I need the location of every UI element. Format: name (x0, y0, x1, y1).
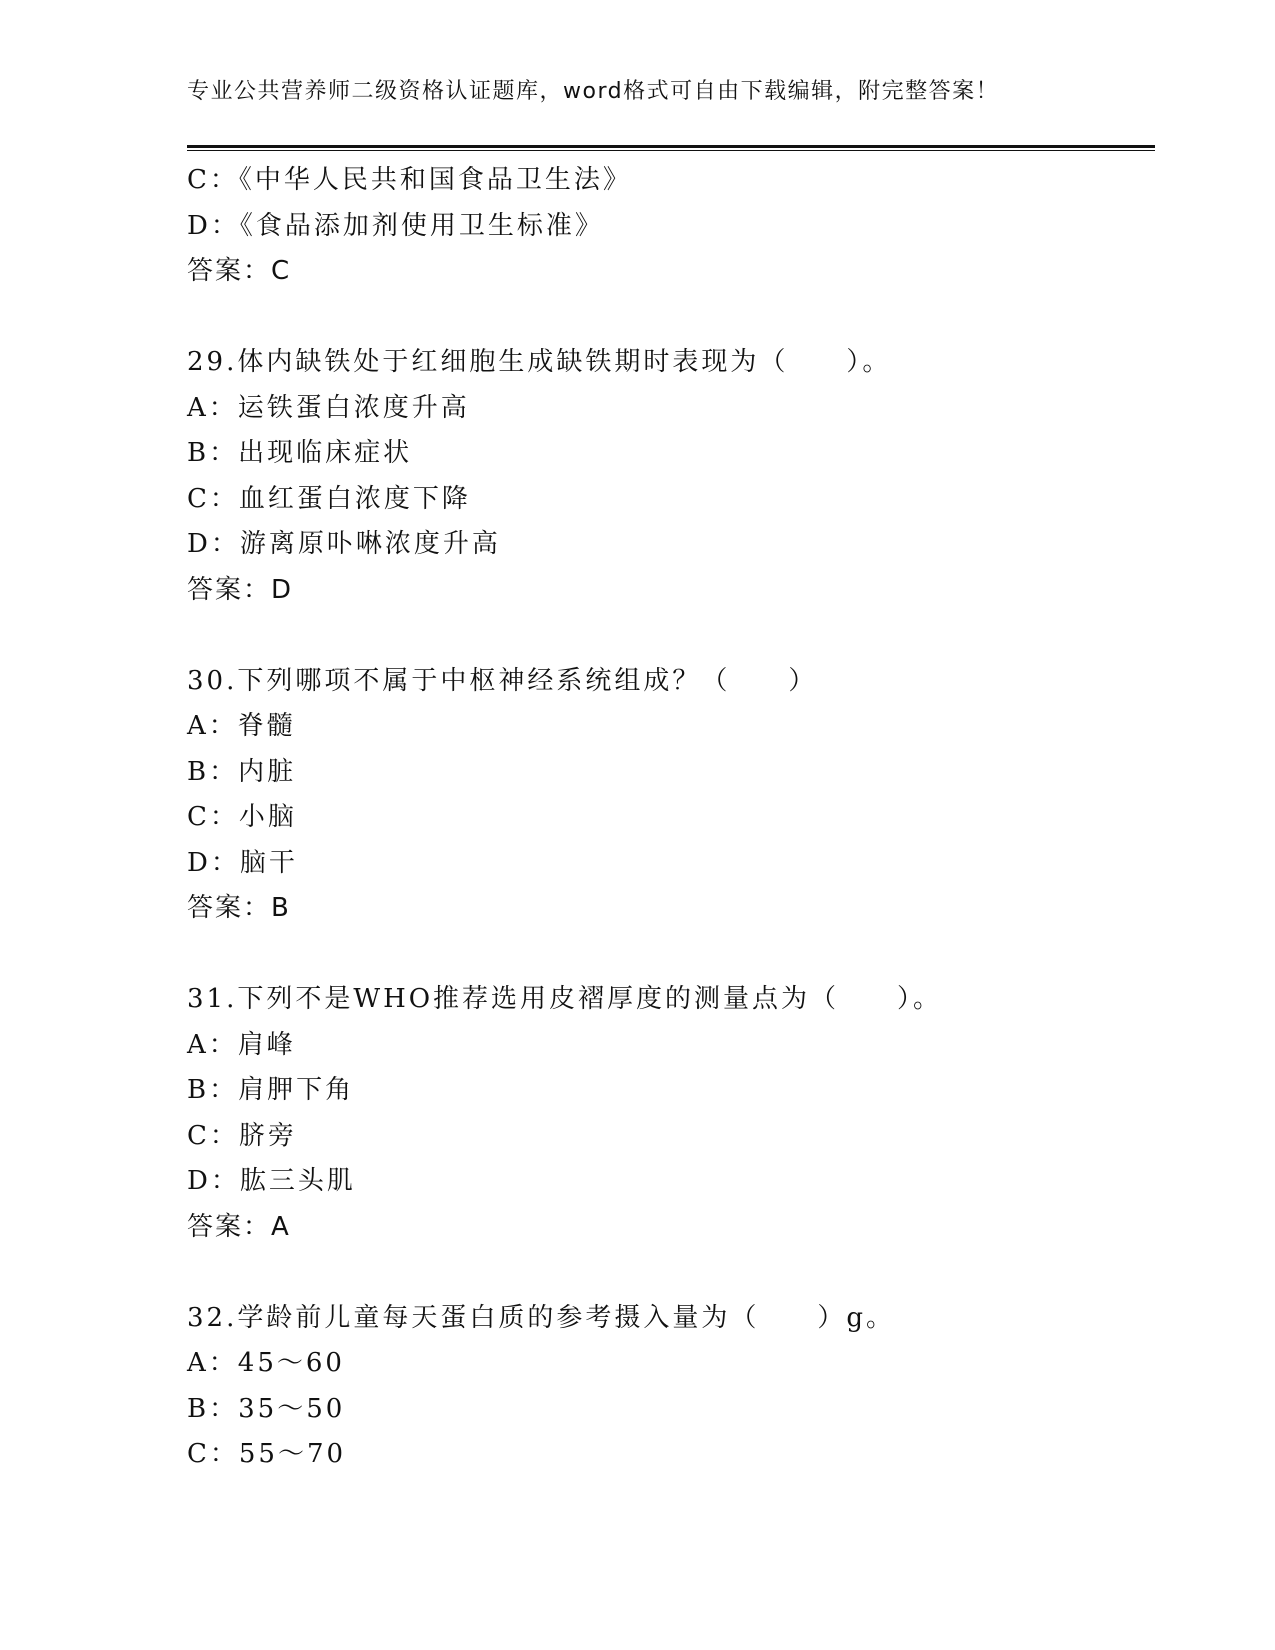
question-stem-32: 32.学龄前儿童每天蛋白质的参考摄入量为（ ）g。 (187, 1302, 895, 1333)
question-content (187, 158, 1155, 1478)
option-a: A：运铁蛋白浓度升高 (187, 392, 470, 423)
option-c: C：《中华人民共和国食品卫生法》 (187, 165, 632, 195)
page-header: 专业公共营养师二级资格认证题库，word格式可自由下载编辑，附完整答案！ (187, 79, 1000, 104)
answer: 答案：A (187, 1211, 291, 1242)
option-a: A：肩峰 (187, 1029, 296, 1060)
option-b: B：出现临床症状 (187, 438, 413, 468)
option-a: A：45～60 (187, 1348, 345, 1378)
option-b: B：内脏 (187, 756, 297, 787)
answer: 答案：B (187, 893, 291, 923)
header-rule-thin (187, 150, 1155, 151)
option-c: C：血红蛋白浓度下降 (187, 483, 471, 514)
option-c: C：小脑 (187, 802, 297, 832)
option-c: C：55～70 (187, 1439, 347, 1469)
option-d: D：肱三头肌 (187, 1166, 356, 1196)
option-d: D：《食品添加剂使用卫生标准》 (187, 210, 604, 241)
answer: 答案：D (187, 574, 294, 605)
header-rule-thick (187, 145, 1155, 148)
option-d: D：游离原卟啉浓度升高 (187, 529, 501, 559)
question-stem-31: 31.下列不是WHO推荐选用皮褶厚度的测量点为（ ）。 (187, 984, 943, 1014)
question-stem-30: 30.下列哪项不属于中枢神经系统组成？（ ） (187, 665, 818, 696)
option-b: B：肩胛下角 (187, 1075, 355, 1105)
question-stem-29: 29.体内缺铁处于红细胞生成缺铁期时表现为（ ）。 (187, 347, 892, 377)
option-a: A：脊髓 (187, 711, 296, 741)
option-b: B：35～50 (187, 1393, 346, 1424)
option-d: D：脑干 (187, 847, 298, 878)
answer: 答案：C (187, 256, 292, 286)
option-c: C：脐旁 (187, 1120, 297, 1151)
